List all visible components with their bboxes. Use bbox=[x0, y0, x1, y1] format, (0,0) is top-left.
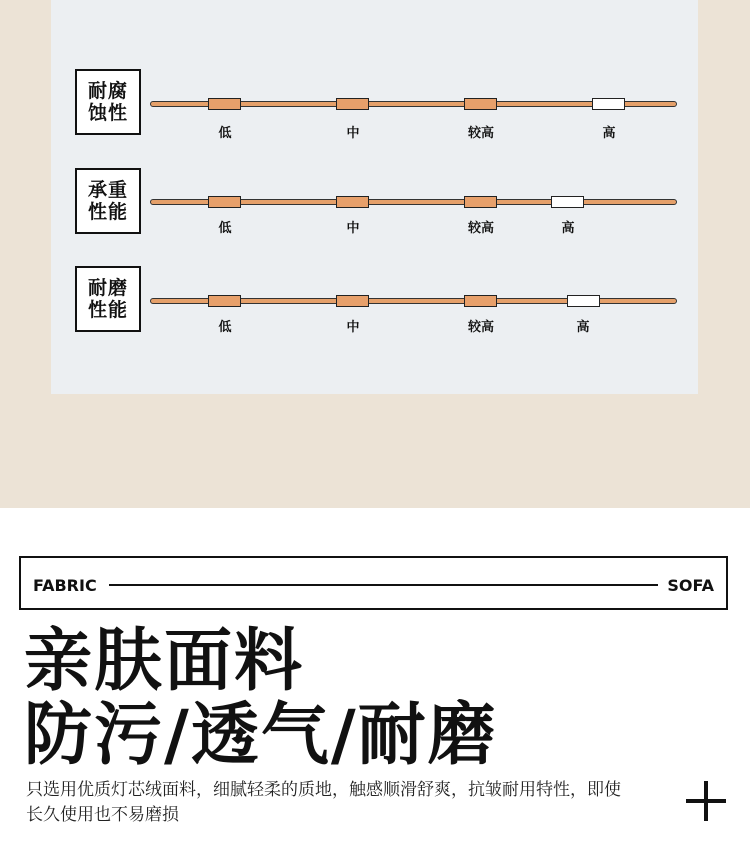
level-marker-low bbox=[208, 295, 241, 307]
level-marker-higher bbox=[464, 196, 497, 208]
level-label: 低 bbox=[218, 221, 232, 236]
level-label: 中 bbox=[346, 320, 360, 335]
level-marker-high-selected bbox=[592, 98, 625, 110]
metric-box-load bbox=[75, 168, 141, 234]
level-label: 高 bbox=[602, 126, 616, 141]
metric-box-wear bbox=[75, 266, 141, 332]
sofa-label: SOFA bbox=[667, 576, 714, 595]
fabric-label: FABRIC bbox=[33, 576, 97, 595]
level-marker-low bbox=[208, 98, 241, 110]
level-marker-higher bbox=[464, 295, 497, 307]
fabric-sofa-banner bbox=[19, 556, 728, 610]
level-marker-higher bbox=[464, 98, 497, 110]
description-text: 只选用优质灯芯绒面料，细腻轻柔的质地，触感顺滑舒爽，抗皱耐用特性，即使长久使用也不易磨损 bbox=[26, 780, 621, 825]
metric-box-corrosion bbox=[75, 69, 141, 135]
headline-line-2: 防污/透气/耐磨 bbox=[24, 696, 498, 775]
level-label: 低 bbox=[218, 126, 232, 141]
performance-panel bbox=[51, 0, 698, 394]
metric-label: 承重性能 bbox=[87, 179, 128, 223]
metric-label: 耐腐蚀性 bbox=[87, 80, 128, 124]
metric-label: 耐磨性能 bbox=[87, 277, 128, 321]
level-label: 低 bbox=[218, 320, 232, 335]
headline-line-1: 亲肤面料 bbox=[24, 622, 305, 701]
level-label: 高 bbox=[576, 320, 590, 335]
level-marker-mid bbox=[336, 196, 369, 208]
plus-icon bbox=[686, 781, 726, 821]
level-label: 较高 bbox=[467, 320, 495, 335]
level-marker-high-selected bbox=[551, 196, 584, 208]
level-label: 中 bbox=[346, 126, 360, 141]
banner-divider-line bbox=[109, 584, 658, 586]
level-label: 高 bbox=[561, 221, 575, 236]
level-marker-low bbox=[208, 196, 241, 208]
level-marker-mid bbox=[336, 98, 369, 110]
level-label: 较高 bbox=[467, 221, 495, 236]
level-marker-high-selected bbox=[567, 295, 600, 307]
level-label: 较高 bbox=[467, 126, 495, 141]
level-marker-mid bbox=[336, 295, 369, 307]
level-label: 中 bbox=[346, 221, 360, 236]
